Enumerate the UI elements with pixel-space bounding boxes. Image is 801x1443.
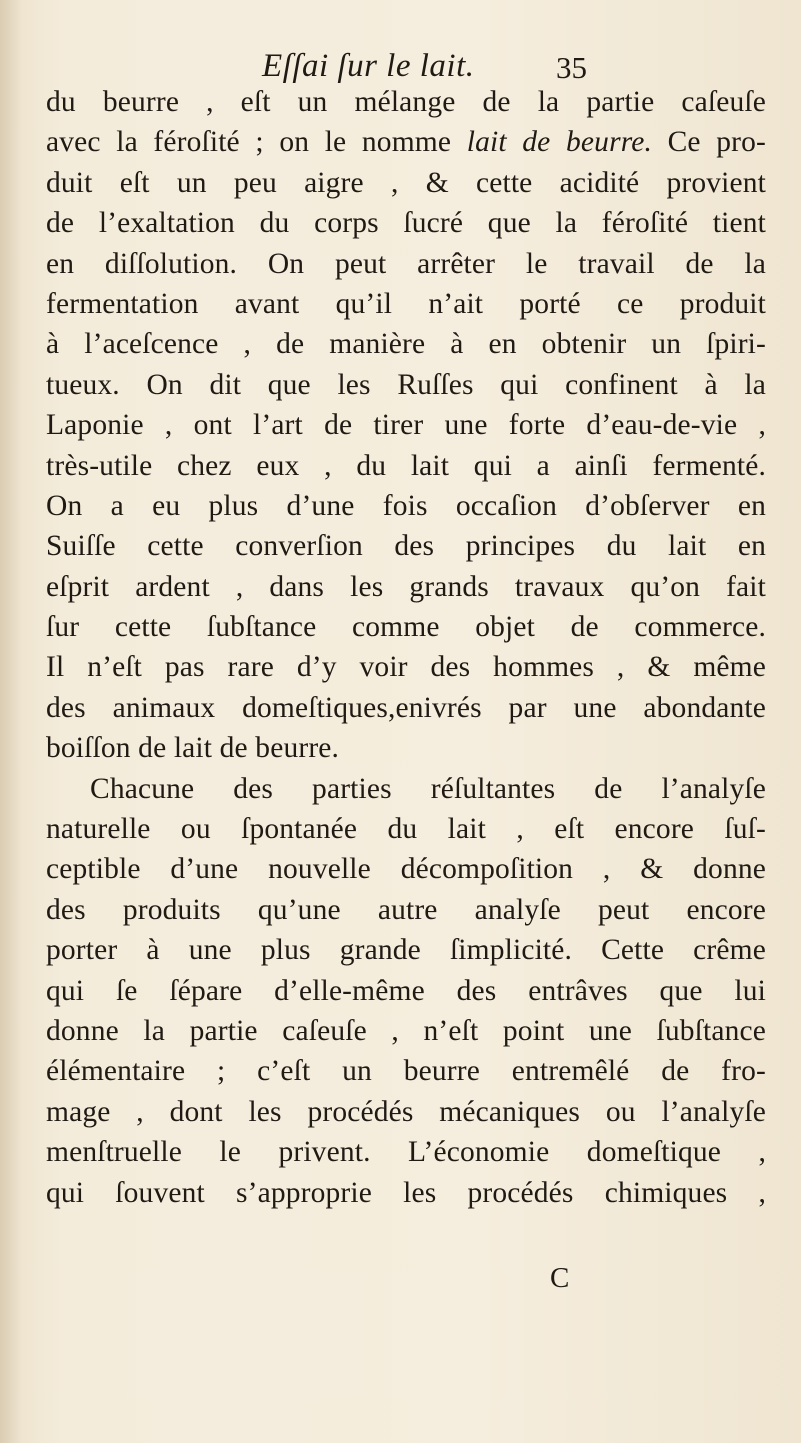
text-line: menſtruelle le privent. L’économie domeſtique , <box>46 1136 766 1169</box>
text-line: naturelle ou ſpontanée du lait , eſt encore ſuſ- <box>46 813 766 846</box>
text-line: On a eu plus d’une fois occaſion d’obſerver en <box>46 489 766 522</box>
text-line: porter à une plus grande ſimplicité. Cette crême <box>46 934 766 967</box>
text-line: élémentaire ; c’eſt un beurre entremêlé de fro- <box>46 1055 766 1088</box>
page-gutter-shadow <box>0 0 22 1443</box>
text-line: très-utile chez eux , du lait qui a ainſi fermenté. <box>46 449 766 482</box>
text-line: à l’aceſcence , de manière à en obtenir un ſpiri- <box>46 328 766 361</box>
text-line: Suiſſe cette converſion des principes du lait en <box>46 530 766 563</box>
signature-mark: C <box>550 1262 570 1294</box>
text-line: mage , dont les procédés mécaniques ou l’analyſe <box>46 1095 766 1128</box>
text-line: ceptible d’une nouvelle décompoſition , & donne <box>46 853 766 886</box>
text-line: en diſſolution. On peut arrêter le travail de la <box>46 247 766 280</box>
text-line: ſur cette ſubſtance comme objet de commerce. <box>46 611 766 644</box>
text-line: qui ſe ſépare d’elle-même des entrâves que lui <box>46 974 766 1007</box>
text-line: qui ſouvent s’approprie les procédés chimiques , <box>46 1176 766 1209</box>
text-line: eſprit ardent , dans les grands travaux qu’on fait <box>46 570 766 603</box>
text-line: donne la partie caſeuſe , n’eſt point une ſubſtance <box>46 1014 766 1047</box>
running-title: Eſſai ſur le lait. <box>262 48 475 84</box>
paragraph-start-line: Chacune des parties réſultantes de l’analyſe <box>90 772 766 805</box>
body-text <box>46 82 766 1213</box>
text-line: de l’exaltation du corps ſucré que la féroſité tient <box>46 207 766 240</box>
text-line: tueux. On dit que les Ruſſes qui confinent à la <box>46 368 766 401</box>
text-line: avec la féroſité ; on le nomme lait de beurre. Ce pro- <box>46 126 767 159</box>
text-line: Il n’eſt pas rare d’y voir des hommes , & même <box>46 651 766 684</box>
italic-term: lait de beurre. <box>466 126 652 159</box>
text-line: fermentation avant qu’il n’ait porté ce produit <box>46 287 766 320</box>
page-number: 35 <box>556 50 587 85</box>
text-line: boiſſon de lait de beurre. <box>46 732 340 765</box>
text-line: Laponie , ont l’art de tirer une forte d’eau-de-vie , <box>46 409 766 442</box>
text-line: du beurre , eſt un mélange de la partie caſeuſe <box>46 86 766 118</box>
text-line: des produits qu’une autre analyſe peut encore <box>46 893 766 926</box>
text-line: duit eſt un peu aigre , & cette acidité provient <box>46 166 766 199</box>
text-line: des animaux domeſtiques,enivrés par une abondante <box>46 691 766 724</box>
